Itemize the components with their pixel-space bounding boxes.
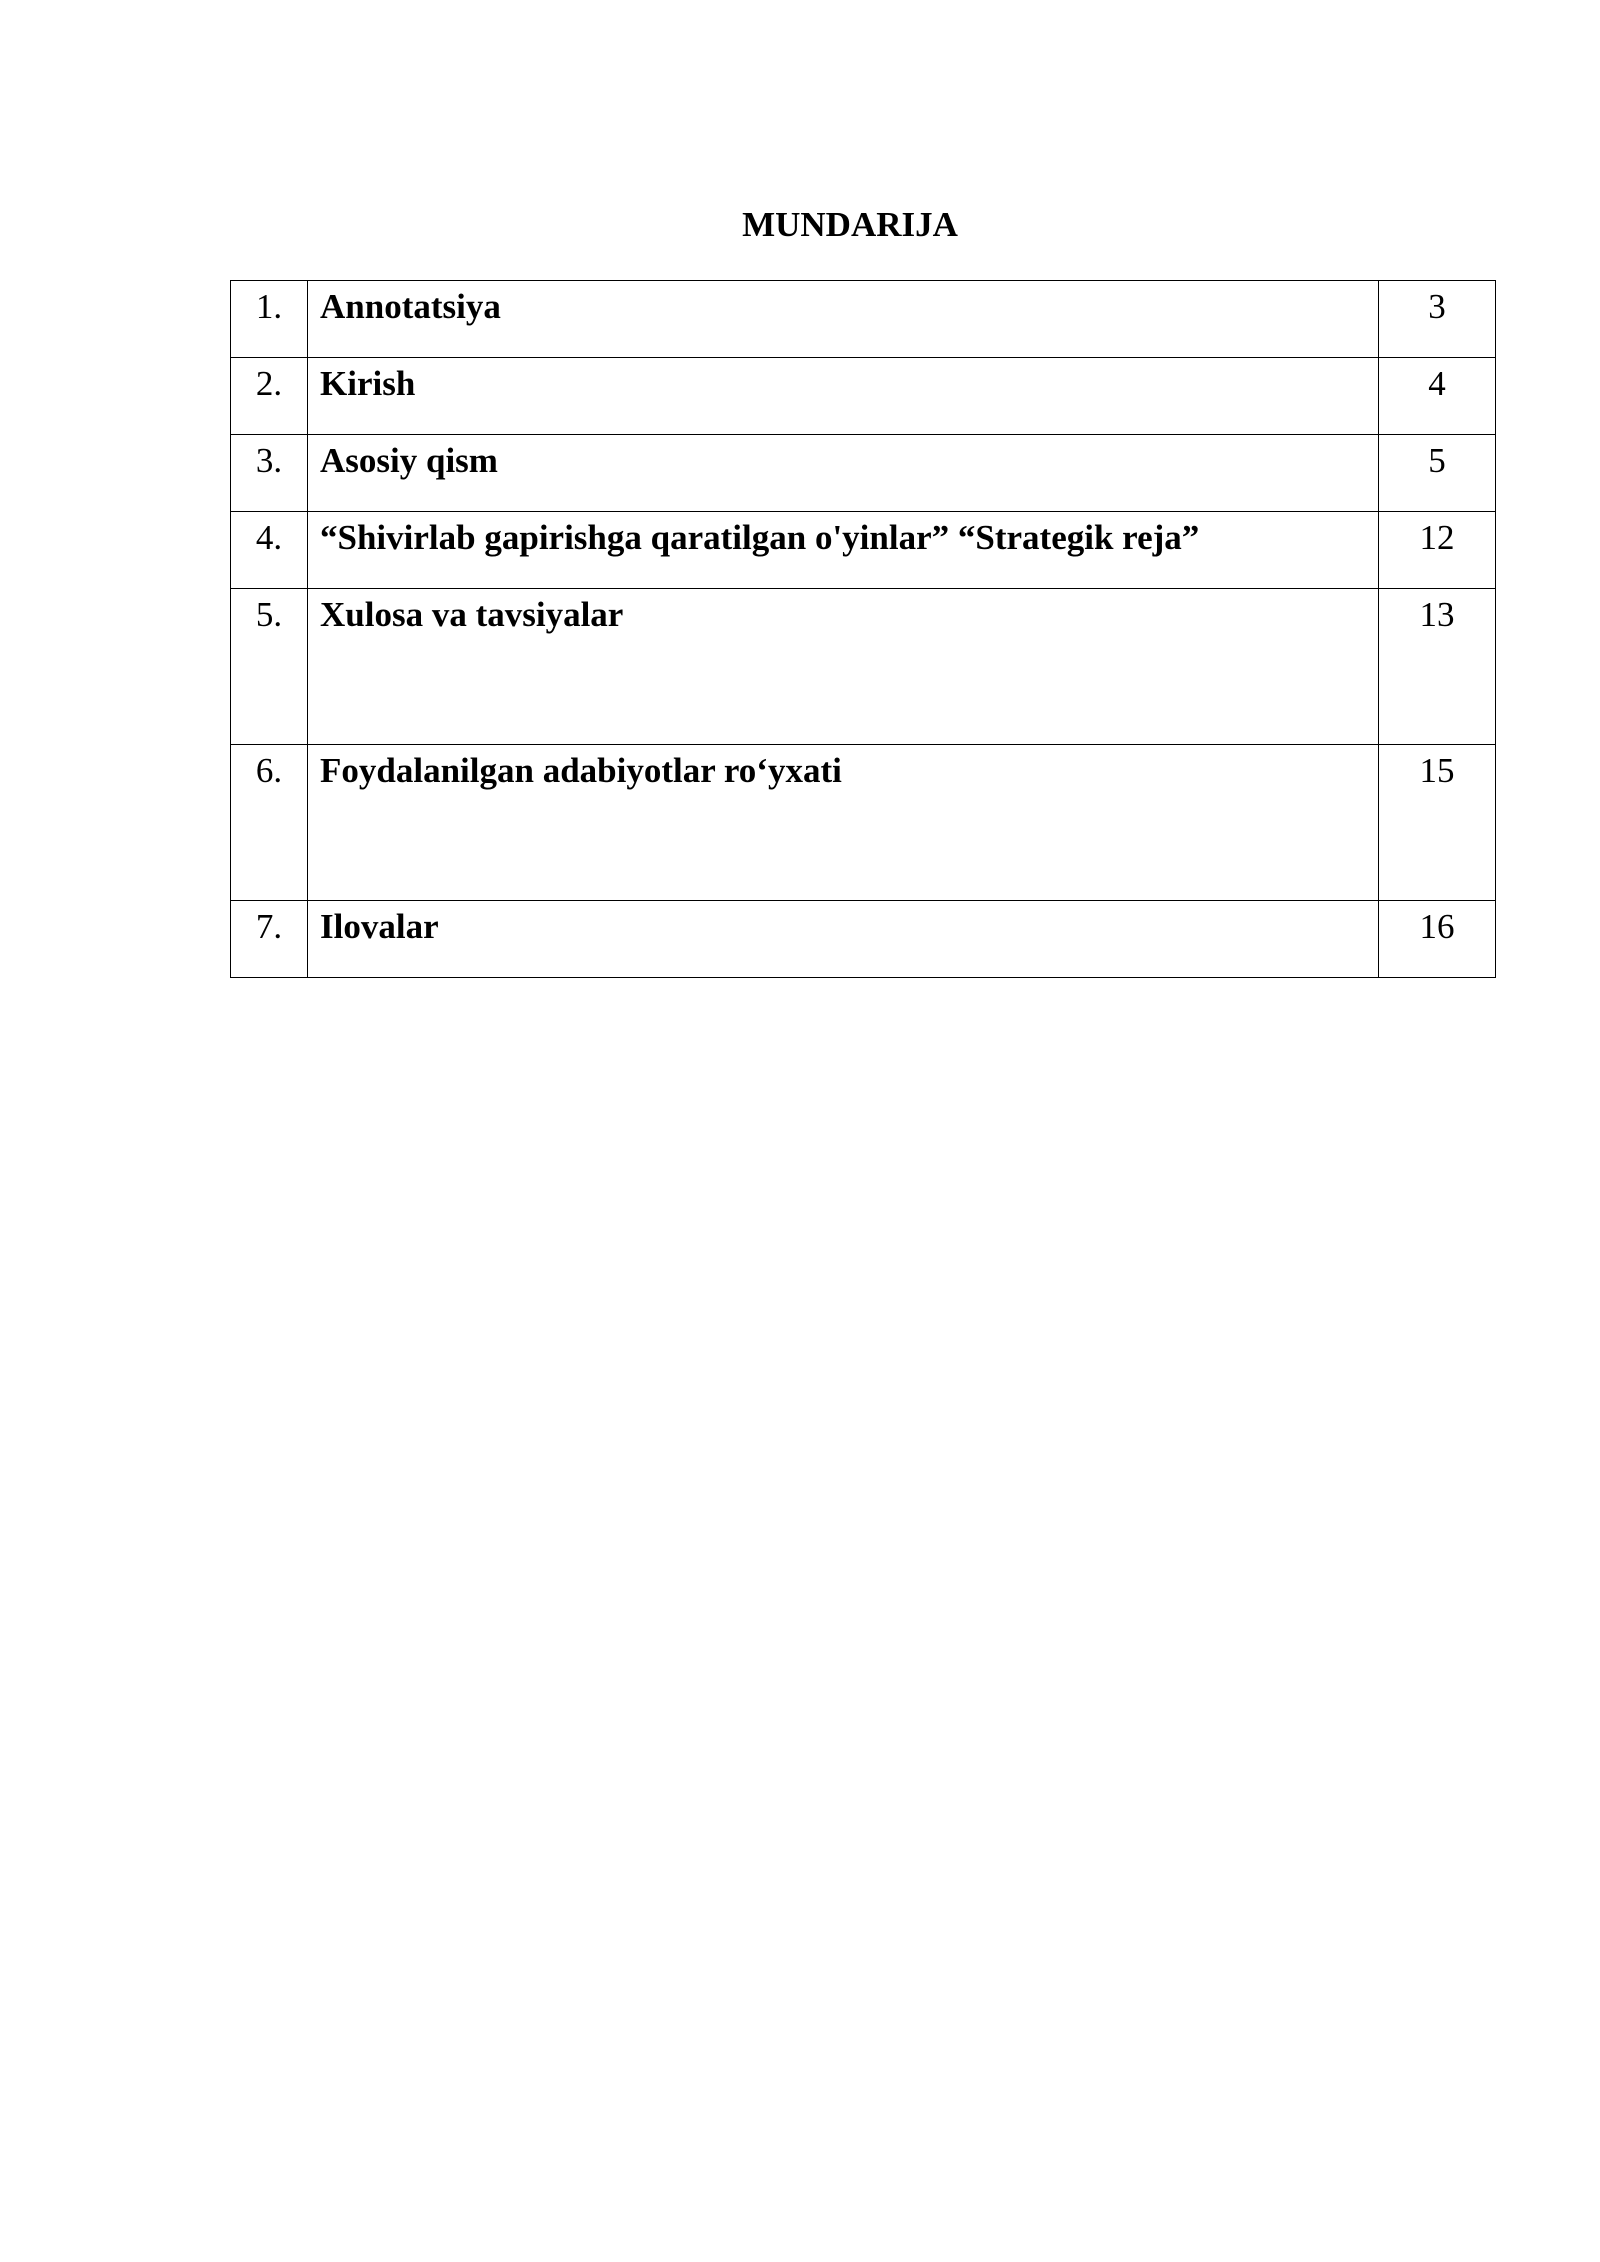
table-row: [231, 435, 1496, 512]
table-row: [231, 901, 1496, 978]
toc-label: Asosiy qism: [308, 435, 1379, 512]
toc-label: Ilovalar: [308, 901, 1379, 978]
toc-number: 1.: [231, 281, 308, 358]
table-row: [231, 589, 1496, 745]
table-row: [231, 512, 1496, 589]
toc-number: 2.: [231, 358, 308, 435]
table-row: [231, 281, 1496, 358]
toc-page-number: 3: [1379, 281, 1496, 358]
toc-page-number: 15: [1379, 745, 1496, 901]
toc-page-number: 4: [1379, 358, 1496, 435]
toc-number: 7.: [231, 901, 308, 978]
toc-page-number: 12: [1379, 512, 1496, 589]
toc-label: Foydalanilgan adabiyotlar ro‘yxati: [308, 745, 1379, 901]
toc-label: “Shivirlab gapirishga qaratilgan o'yinlar” “Strategik reja”: [308, 512, 1379, 589]
toc-number: 5.: [231, 589, 308, 745]
toc-number: 3.: [231, 435, 308, 512]
table-row: [231, 358, 1496, 435]
toc-label: Xulosa va tavsiyalar: [308, 589, 1379, 745]
toc-page-number: 16: [1379, 901, 1496, 978]
table-row: [231, 745, 1496, 901]
toc-number: 4.: [231, 512, 308, 589]
page-title: MUNDARIJA: [742, 205, 958, 244]
toc-label: Annotatsiya: [308, 281, 1379, 358]
toc-number: 6.: [231, 745, 308, 901]
toc-page-number: 13: [1379, 589, 1496, 745]
table-of-contents: [230, 280, 1496, 978]
toc-label: Kirish: [308, 358, 1379, 435]
toc-page-number: 5: [1379, 435, 1496, 512]
